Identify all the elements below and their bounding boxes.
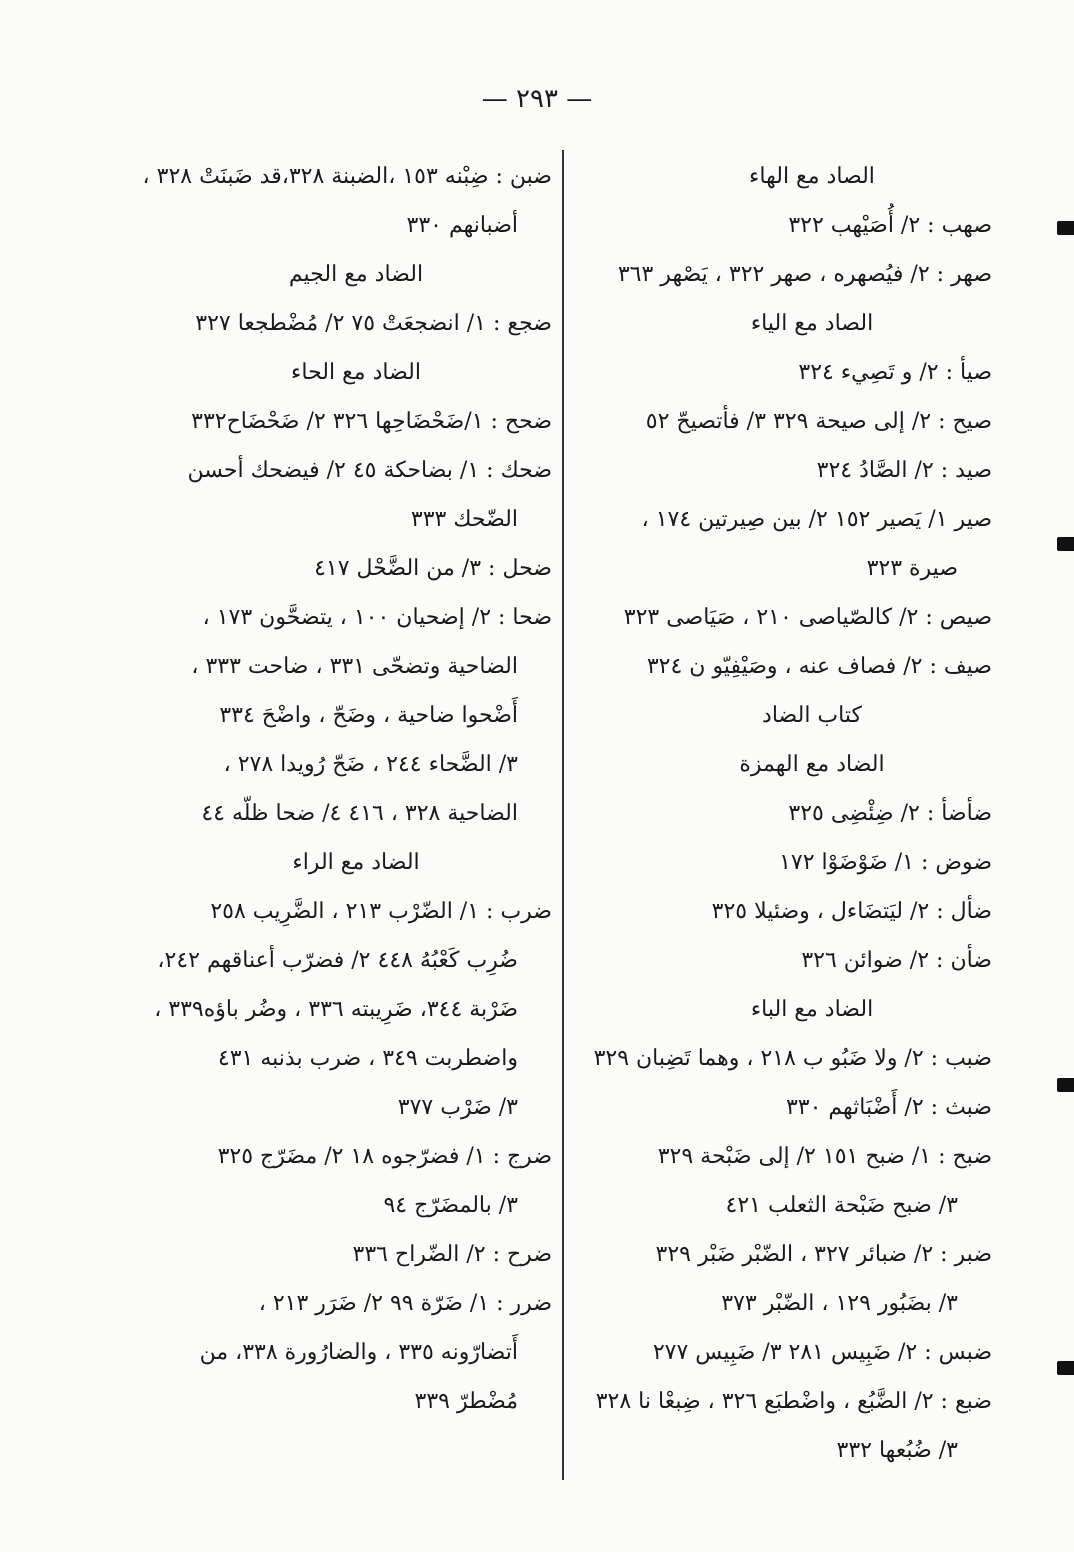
index-entry: ضبث : ٢/ أَضْبَاثهم ٣٣٠ xyxy=(785,1095,992,1120)
index-entry: صيح : ٢/ إلى صيحة ٣٢٩ ٣/ فأتصيحّ ٥٢ xyxy=(645,409,992,434)
index-entry: ضبب : ٢/ ولا ضَبُو ب ٢١٨ ، وهما تَضِبان ٣٢٩ xyxy=(593,1046,992,1071)
index-entry: ضبس : ٢/ ضَبِيس ٢٨١ ٣/ ضَبِيس ٢٧٧ xyxy=(652,1340,992,1365)
margin-ink-mark xyxy=(1057,1361,1074,1375)
index-entry: صيأ : ٢/ و تَصِيء ٣٢٤ xyxy=(798,360,992,385)
index-entry: ضرب : ١/ الضّرْب ٢١٣ ، الضَّرِيب ٢٥٨ xyxy=(210,899,552,924)
index-entry: ضأل : ٢/ ليَتضَاءل ، وضئيلا ٣٢٥ xyxy=(711,899,992,924)
index-entry: ضبح : ١/ ضبح ١٥١ ٢/ إلى ضَبْحة ٣٢٩ xyxy=(657,1144,992,1169)
entry-continuation: صيرة ٣٢٣ xyxy=(866,556,958,581)
entry-continuation: ٣/ ضبح ضَبْحة الثعلب ٤٢١ xyxy=(725,1193,958,1218)
index-entry: ضأن : ٢/ ضوائن ٣٢٦ xyxy=(801,948,992,973)
entry-continuation: الضاحية وتضحّى ٣٣١ ، ضاحت ٣٣٣ ، xyxy=(191,654,518,679)
margin-ink-mark xyxy=(1057,1078,1074,1092)
entry-continuation: ٣/ ضَرْب ٣٧٧ xyxy=(397,1095,518,1120)
page-number: — ٢٩٣ — xyxy=(481,84,593,114)
index-entry: ضحا : ٢/ إضحيان ١٠٠ ، يتضحَّون ١٧٣ ، xyxy=(202,605,552,630)
entry-continuation: ٣/ ضُبُعها ٣٣٢ xyxy=(836,1438,958,1463)
entry-continuation: أَضْحوا ضاحية ، وضَحّ ، واضْحَ ٣٣٤ xyxy=(219,703,518,728)
index-entry: ضبر : ٢/ ضبائر ٣٢٧ ، الضّبْر ضَبْر ٣٢٩ xyxy=(655,1242,992,1267)
left-column xyxy=(120,152,552,1426)
index-entry: صيص : ٢/ كالصّياصى ٢١٠ ، صَيَاصى ٣٢٣ xyxy=(623,605,992,630)
right-column xyxy=(572,152,992,1475)
index-entry: ضحل : ٣/ من الضَّحْل ٤١٧ xyxy=(314,556,552,581)
section-heading: الصاد مع الهاء xyxy=(749,164,875,189)
index-entry: صير ١/ يَصير ١٥٢ ٢/ بين صِيرتين ١٧٤ ، xyxy=(641,507,992,532)
column-divider xyxy=(562,150,564,1480)
index-entry: صيد : ٢/ الصَّادُ ٣٢٤ xyxy=(816,458,992,483)
entry-continuation: ٣/ بالمضَرّج ٩٤ xyxy=(383,1193,518,1218)
index-entry: ضحح : ١/ضَحْضَاحِها ٣٢٦ ٢/ ضَحْضَاح٣٣٢ xyxy=(191,409,552,434)
section-heading: الضاد مع الحاء xyxy=(291,360,421,385)
index-entry: ضوض : ١/ ضَوْضَوْا ١٧٢ xyxy=(779,850,992,875)
index-entry: ضبع : ٢/ الضَّبُع ، واضْطبَع ٣٢٦ ، ضِبعْا نا ٣٢٨ xyxy=(595,1389,992,1414)
index-entry: ضبن : ضِبْنه ١٥٣ ،الضبنة ٣٢٨،قد ضَبنَتْ ٣٢٨ ، xyxy=(142,164,552,189)
index-entry: ضجع : ١/ انضجعَتْ ٧٥ ٢/ مُضْطجعا ٣٢٧ xyxy=(195,311,552,336)
index-entry: ضرح : ٢/ الضّراح ٣٣٦ xyxy=(352,1242,552,1267)
index-entry: ضرج : ١/ فضرّجوه ١٨ ٢/ مضَرّج ٣٢٥ xyxy=(217,1144,552,1169)
index-entry: صهر : ٢/ فيُصهره ، صهر ٣٢٢ ، يَصْهر ٣٦٣ xyxy=(617,262,992,287)
section-heading: الضاد مع الجيم xyxy=(288,262,424,287)
section-heading: الضاد مع الباء xyxy=(750,997,874,1022)
section-heading: الضاد مع الهمزة xyxy=(739,752,885,777)
section-heading: الضاد مع الراء xyxy=(292,850,420,875)
entry-continuation: ضُرِب كَعْبُهُ ٤٤٨ ٢/ فضرّب أعناقهم ٢٤٢، xyxy=(157,948,518,973)
index-entry: ضأضأ : ٢/ ضِئْضِى ٣٢٥ xyxy=(788,801,992,826)
entry-continuation: ٣/ الضَّحاء ٢٤٤ ، ضَحّ رُويدا ٢٧٨ ، xyxy=(223,752,518,777)
index-entry: ضحك : ١/ بضاحكة ٤٥ ٢/ فيضحك أحسن xyxy=(187,458,552,483)
entry-continuation: أضبانهم ٣٣٠ xyxy=(406,213,518,238)
index-entry: صيف : ٢/ فصاف عنه ، وصَيْفِيّو ن ٣٢٤ xyxy=(646,654,992,679)
entry-continuation: ضَرْبة ٣٤٤، ضَرِيبته ٣٣٦ ، وضُر باؤه٣٣٩ ، xyxy=(154,997,518,1022)
section-heading: الصاد مع الياء xyxy=(750,311,874,336)
margin-ink-mark xyxy=(1057,221,1074,235)
section-heading: كتاب الضاد xyxy=(762,703,862,728)
entry-continuation: الضاحية ٣٢٨ ، ٤١٦ ٤/ ضحا ظلّه ٤٤ xyxy=(201,801,518,826)
entry-continuation: ٣/ بضَبُور ١٢٩ ، الضّبْر ٣٧٣ xyxy=(721,1291,958,1316)
entry-continuation: الضّحك ٣٣٣ xyxy=(410,507,518,532)
entry-continuation: مُضْطرّ ٣٣٩ xyxy=(414,1389,518,1414)
entry-continuation: واضطربت ٣٤٩ ، ضرب بذنبه ٤٣١ xyxy=(217,1046,518,1071)
margin-ink-mark xyxy=(1057,537,1074,551)
index-entry: صهب : ٢/ أُصَيْهب ٣٢٢ xyxy=(788,213,992,238)
index-entry: ضرر : ١/ ضَرّة ٩٩ ٢/ ضَرَر ٢١٣ ، xyxy=(258,1291,552,1316)
entry-continuation: أَتضارّونه ٣٣٥ ، والضارُورة ٣٣٨، من xyxy=(199,1340,518,1365)
